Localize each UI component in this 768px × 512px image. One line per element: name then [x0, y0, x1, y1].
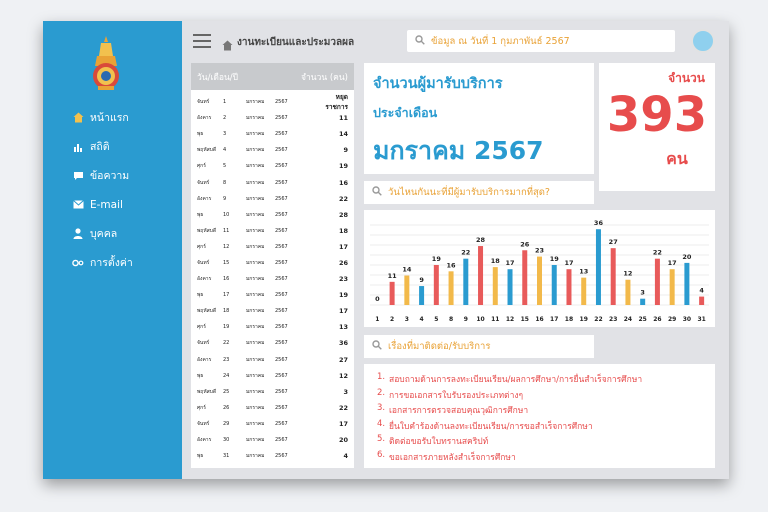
day-cell: จันทร์: [197, 99, 210, 106]
sidebar-item-label: E-mail: [90, 198, 123, 211]
year-cell: 2567: [275, 243, 288, 250]
x-tick-label: 3: [404, 316, 409, 323]
sidebar-item-label: ข้อความ: [90, 170, 130, 182]
table-row: [197, 416, 348, 432]
count-unit: คน: [666, 149, 688, 168]
count-cell: 22: [338, 194, 348, 203]
daily-count-table: [191, 63, 354, 468]
date-cell: 17: [223, 292, 230, 299]
bar-value-label: 11: [387, 271, 397, 280]
table-row: [197, 303, 348, 319]
day-cell: พฤหัสบดี: [197, 147, 217, 154]
day-cell: อังคาร: [197, 115, 212, 122]
bar-day-11[interactable]: [493, 267, 498, 305]
x-tick-label: 18: [564, 316, 574, 323]
table-row: [197, 223, 348, 239]
date-cell: 19: [223, 324, 230, 331]
count-cell: 13: [338, 323, 348, 332]
bar-value-label: 13: [579, 267, 589, 276]
month-cell: มกราคม: [246, 372, 265, 379]
bar-day-5[interactable]: [434, 265, 439, 305]
bar-value-label: 27: [608, 238, 618, 247]
day-cell: จันทร์: [197, 340, 210, 347]
year-cell: 2567: [275, 115, 288, 122]
table-row: [197, 207, 348, 223]
x-tick-label: 30: [682, 316, 692, 323]
day-cell: พุธ: [197, 211, 204, 218]
day-cell: อังคาร: [197, 356, 212, 363]
table-row: [197, 352, 348, 368]
settings-icon: [72, 257, 84, 269]
table-row: [197, 191, 348, 207]
list-item: 3. เอกสารการตรวจสอบคุณวุฒิการศึกษา: [377, 403, 529, 416]
date-cell: 15: [223, 259, 230, 266]
date-cell: 9: [223, 195, 227, 202]
bar-day-17[interactable]: [552, 265, 557, 305]
date-cell: 29: [223, 420, 230, 427]
date-cell: 18: [223, 308, 230, 315]
sidebar-item-people[interactable]: [43, 219, 182, 248]
question-text: วันไหนกันนะที่มีผู้มารับบริการมากที่สุด?: [388, 187, 550, 198]
app-window: [43, 21, 729, 479]
bar-value-label: 17: [564, 259, 574, 268]
avatar[interactable]: [691, 29, 715, 53]
table-body: [191, 90, 354, 468]
table-row: [197, 255, 348, 271]
bar-value-label: 12: [623, 269, 633, 278]
busiest-day-question[interactable]: [364, 181, 594, 204]
month-cell: มกราคม: [246, 276, 265, 283]
date-cell: 4: [223, 147, 227, 154]
month-cell: มกราคม: [246, 99, 265, 106]
list-item: 4. ยื่นใบคำร้องด้านลงทะเบียนเรียน/การขอสำเร็จการศึกษา: [377, 418, 593, 432]
bar-day-9[interactable]: [463, 259, 468, 305]
x-tick-label: 15: [520, 316, 529, 323]
date-cell: 24: [223, 372, 230, 379]
table-row: [197, 368, 348, 384]
table-row: [197, 158, 348, 174]
date-cell: 10: [223, 211, 230, 218]
x-tick-label: 5: [434, 316, 439, 323]
table-header: [191, 63, 354, 90]
bar-day-3[interactable]: [404, 276, 409, 305]
bar-day-15[interactable]: [522, 250, 527, 305]
table-row: [197, 271, 348, 287]
home-icon[interactable]: [222, 36, 233, 55]
day-cell: ศุกร์: [197, 324, 206, 331]
sidebar-item-label: สถิติ: [90, 141, 110, 153]
list-item: 2. การขอเอกสารใบรับรองประเภทต่างๆ: [377, 387, 524, 401]
bar-day-18[interactable]: [566, 269, 571, 305]
month-cell: มกราคม: [246, 115, 265, 122]
bar-value-label: 19: [549, 255, 559, 263]
search-icon: [372, 340, 382, 353]
year-cell: 2567: [275, 147, 288, 154]
day-cell: อังคาร: [197, 195, 212, 202]
bar-day-4[interactable]: [419, 286, 424, 305]
count-cell: 17: [338, 419, 348, 428]
title-card: [364, 63, 594, 174]
services-heading-text: เรื่องที่มาติดต่อ/รับบริการ: [388, 341, 491, 352]
top-bar: [182, 21, 729, 61]
day-cell: พุธ: [197, 292, 204, 299]
bar-value-label: 9: [419, 276, 424, 285]
year-cell: 2567: [275, 356, 288, 363]
table-row: [197, 335, 348, 351]
year-cell: 2567: [275, 404, 288, 411]
count-cell: 3: [343, 387, 348, 396]
bar-day-2[interactable]: [390, 282, 395, 305]
year-cell: 2567: [275, 259, 288, 266]
bar-day-12[interactable]: [508, 269, 513, 305]
x-tick-label: 25: [638, 316, 647, 323]
count-cell: 36: [338, 339, 348, 348]
total-count-card: [599, 63, 715, 191]
date-cell: 25: [223, 388, 230, 395]
count-value: 393: [606, 87, 708, 143]
mail-icon: [72, 199, 84, 211]
table-row: [197, 110, 348, 126]
sidebar-item-label: หน้าแรก: [90, 112, 129, 124]
services-heading[interactable]: [364, 335, 594, 358]
month-cell: มกราคม: [246, 179, 265, 186]
year-cell: 2567: [275, 420, 288, 427]
list-item: 6. ขอเอกสารภายหลังสำเร็จการศึกษา: [377, 449, 516, 463]
bar-value-label: 17: [505, 259, 515, 268]
bar-day-19[interactable]: [581, 278, 586, 305]
month-cell: มกราคม: [246, 227, 265, 234]
day-cell: อังคาร: [197, 276, 212, 283]
year-cell: 2567: [275, 308, 288, 315]
date-cell: 5: [223, 163, 227, 170]
x-tick-label: 11: [491, 316, 500, 323]
count-cell: 11: [338, 114, 348, 123]
x-tick-label: 24: [623, 316, 633, 323]
table-row: [197, 384, 348, 400]
count-cell: 17: [338, 242, 348, 251]
year-cell: 2567: [275, 340, 288, 347]
date-cell: 8: [223, 179, 227, 186]
count-cell: 18: [338, 226, 348, 235]
count-cell: 4: [343, 452, 348, 461]
x-tick-label: 26: [653, 316, 662, 323]
bar-value-label: 18: [490, 257, 500, 266]
bar-value-label: 17: [667, 259, 677, 268]
bar-day-26[interactable]: [655, 259, 660, 305]
bar-day-10[interactable]: [478, 246, 483, 305]
month-cell: มกราคม: [246, 211, 265, 218]
bar-value-label: 23: [534, 246, 545, 255]
day-cell: อังคาร: [197, 437, 212, 444]
month-cell: มกราคม: [246, 163, 265, 170]
date-cell: 11: [223, 227, 230, 234]
x-tick-label: 2: [390, 316, 395, 323]
bar-day-30[interactable]: [684, 263, 689, 305]
bar-value-label: 3: [640, 288, 645, 297]
date-cell: 26: [223, 404, 230, 411]
table-row: [197, 400, 348, 416]
day-cell: ศุกร์: [197, 404, 206, 411]
daily-bar-chart: [364, 210, 715, 327]
university-seal-logo: [89, 34, 123, 94]
table-row: [197, 239, 348, 255]
month-cell: มกราคม: [246, 308, 265, 315]
table-row: [197, 174, 348, 190]
sidebar-item-email[interactable]: [43, 190, 182, 219]
sidebar-item-messages[interactable]: [43, 161, 182, 190]
month-cell: มกราคม: [246, 437, 265, 444]
month-cell: มกราคม: [246, 404, 265, 411]
table-row: [197, 94, 348, 110]
column-header-date: วัน/เดือน/ปี: [197, 72, 239, 83]
x-tick-label: 31: [697, 316, 706, 323]
person-icon: [72, 228, 84, 240]
date-cell: 23: [223, 356, 230, 363]
count-cell: 23: [338, 275, 348, 284]
x-tick-label: 12: [505, 316, 515, 323]
x-tick-label: 23: [609, 316, 618, 323]
month-cell: มกราคม: [246, 453, 265, 460]
month-cell: มกราคม: [246, 388, 265, 395]
search-icon: [415, 35, 425, 48]
table-row: [197, 287, 348, 303]
month-cell: มกราคม: [246, 420, 265, 427]
message-icon: [72, 170, 84, 182]
date-cell: 16: [223, 276, 230, 283]
month-cell: มกราคม: [246, 243, 265, 250]
day-cell: จันทร์: [197, 420, 210, 427]
bar-value-label: 0: [375, 295, 380, 303]
day-cell: จันทร์: [197, 259, 210, 266]
count-cell: 9: [343, 146, 348, 155]
bar-value-label: 20: [682, 252, 692, 261]
count-cell: 12: [338, 371, 348, 380]
x-tick-label: 17: [550, 316, 559, 323]
services-list: [364, 364, 715, 468]
x-tick-label: 1: [375, 316, 380, 323]
year-cell: 2567: [275, 276, 288, 283]
year-cell: 2567: [275, 437, 288, 444]
count-cell: 19: [338, 162, 348, 171]
bar-day-16[interactable]: [537, 257, 542, 305]
bar-value-label: 26: [520, 240, 530, 249]
count-cell: 26: [338, 258, 348, 267]
month-cell: มกราคม: [246, 147, 265, 154]
x-tick-label: 22: [594, 316, 603, 323]
table-row: [197, 448, 348, 464]
count-cell: 20: [338, 436, 348, 445]
date-cell: 12: [223, 243, 230, 250]
list-item: 5. ติดต่อขอรับใบทรานสคริปท์: [377, 434, 489, 447]
day-cell: พฤหัสบดี: [197, 308, 217, 315]
table-row: [197, 432, 348, 448]
bar-value-label: 22: [461, 248, 471, 257]
month-cell: มกราคม: [246, 292, 265, 299]
month-cell: มกราคม: [246, 195, 265, 202]
year-cell: 2567: [275, 179, 288, 186]
x-tick-label: 9: [463, 316, 468, 323]
table-row: [197, 126, 348, 142]
sidebar-item-settings[interactable]: [43, 248, 182, 277]
month-cell: มกราคม: [246, 340, 265, 347]
date-cell: 1: [223, 99, 227, 106]
day-cell: ศุกร์: [197, 243, 206, 250]
x-tick-label: 4: [419, 316, 424, 323]
month-cell: มกราคม: [246, 324, 265, 331]
bar-value-label: 16: [446, 261, 456, 270]
year-cell: 2567: [275, 195, 288, 202]
bar-value-label: 19: [431, 255, 441, 263]
sidebar-item-label: บุคคล: [90, 228, 118, 240]
count-cell: 14: [338, 130, 348, 139]
count-cell: 16: [338, 178, 348, 187]
sidebar-item-home[interactable]: [43, 103, 182, 132]
table-row: [197, 142, 348, 158]
date-search-bar[interactable]: [407, 30, 675, 52]
bar-day-25[interactable]: [640, 299, 645, 305]
day-cell: พุธ: [197, 131, 204, 138]
date-cell: 2: [223, 115, 227, 122]
count-cell: 19: [338, 291, 348, 300]
year-cell: 2567: [275, 227, 288, 234]
day-cell: ศุกร์: [197, 163, 206, 170]
bar-value-label: 36: [593, 219, 603, 228]
day-cell: จันทร์: [197, 179, 210, 186]
column-header-count: จำนวน (คน): [301, 72, 348, 83]
year-cell: 2567: [275, 453, 288, 460]
search-icon: [372, 186, 382, 199]
count-cell: 27: [338, 355, 348, 364]
day-cell: พุธ: [197, 453, 204, 460]
date-cell: 3: [223, 131, 227, 138]
date-cell: 22: [223, 340, 230, 347]
day-cell: พฤหัสบดี: [197, 388, 217, 395]
x-tick-label: 8: [448, 316, 454, 323]
year-cell: 2567: [275, 131, 288, 138]
date-search-text: ข้อมูล ณ วันที่ 1 กุมภาพันธ์ 2567: [431, 35, 570, 47]
bar-value-label: 22: [652, 248, 662, 257]
year-cell: 2567: [275, 388, 288, 395]
x-tick-label: 16: [535, 316, 544, 323]
bar-value-label: 28: [476, 236, 486, 245]
bar-value-label: 4: [699, 286, 704, 295]
bar-day-22[interactable]: [596, 229, 601, 305]
home-icon: [72, 112, 84, 124]
year-cell: 2567: [275, 324, 288, 331]
date-cell: 31: [223, 453, 230, 460]
count-cell: 22: [338, 403, 348, 412]
count-cell: 17: [338, 307, 348, 316]
list-item: 1. สอบถามด้านการลงทะเบียนเรียน/ผลการศึกษา/การยื่นสำเร็จการศึกษา: [377, 372, 643, 385]
day-cell: พุธ: [197, 372, 204, 379]
menu-icon[interactable]: [193, 34, 211, 48]
month-cell: มกราคม: [246, 356, 265, 363]
year-cell: 2567: [275, 99, 288, 106]
bar-day-29[interactable]: [670, 269, 675, 305]
sidebar-item-label: การตั้งค่า: [90, 257, 133, 269]
day-cell: พฤหัสบดี: [197, 227, 217, 234]
count-label: จำนวน: [668, 71, 705, 85]
department-breadcrumb[interactable]: งานทะเบียนและประมวลผล: [237, 37, 355, 48]
x-tick-label: 29: [667, 316, 677, 323]
year-cell: 2567: [275, 372, 288, 379]
title-line-1: จำนวนผู้มารับบริการ: [373, 76, 503, 92]
count-cell: หยุดราชการ: [325, 93, 348, 112]
count-cell: 28: [338, 210, 348, 219]
year-cell: 2567: [275, 163, 288, 170]
sidebar-nav: [43, 103, 182, 277]
title-month: มกราคม 2567: [373, 136, 544, 165]
table-row: [197, 319, 348, 335]
title-line-2: ประจำเดือน: [373, 105, 438, 120]
bar-day-8[interactable]: [449, 271, 454, 305]
bar-chart-svg: [364, 210, 715, 327]
bar-day-23[interactable]: [611, 248, 616, 305]
sidebar-item-statistics[interactable]: [43, 132, 182, 161]
bar-day-31[interactable]: [699, 297, 704, 305]
year-cell: 2567: [275, 211, 288, 218]
month-cell: มกราคม: [246, 259, 265, 266]
bar-value-label: 14: [402, 265, 412, 274]
year-cell: 2567: [275, 292, 288, 299]
bar-chart-icon: [72, 141, 84, 153]
bar-day-24[interactable]: [625, 280, 630, 305]
date-cell: 30: [223, 437, 230, 444]
sidebar: [43, 21, 182, 479]
x-tick-label: 19: [579, 316, 588, 323]
x-tick-label: 10: [476, 316, 485, 323]
month-cell: มกราคม: [246, 131, 265, 138]
